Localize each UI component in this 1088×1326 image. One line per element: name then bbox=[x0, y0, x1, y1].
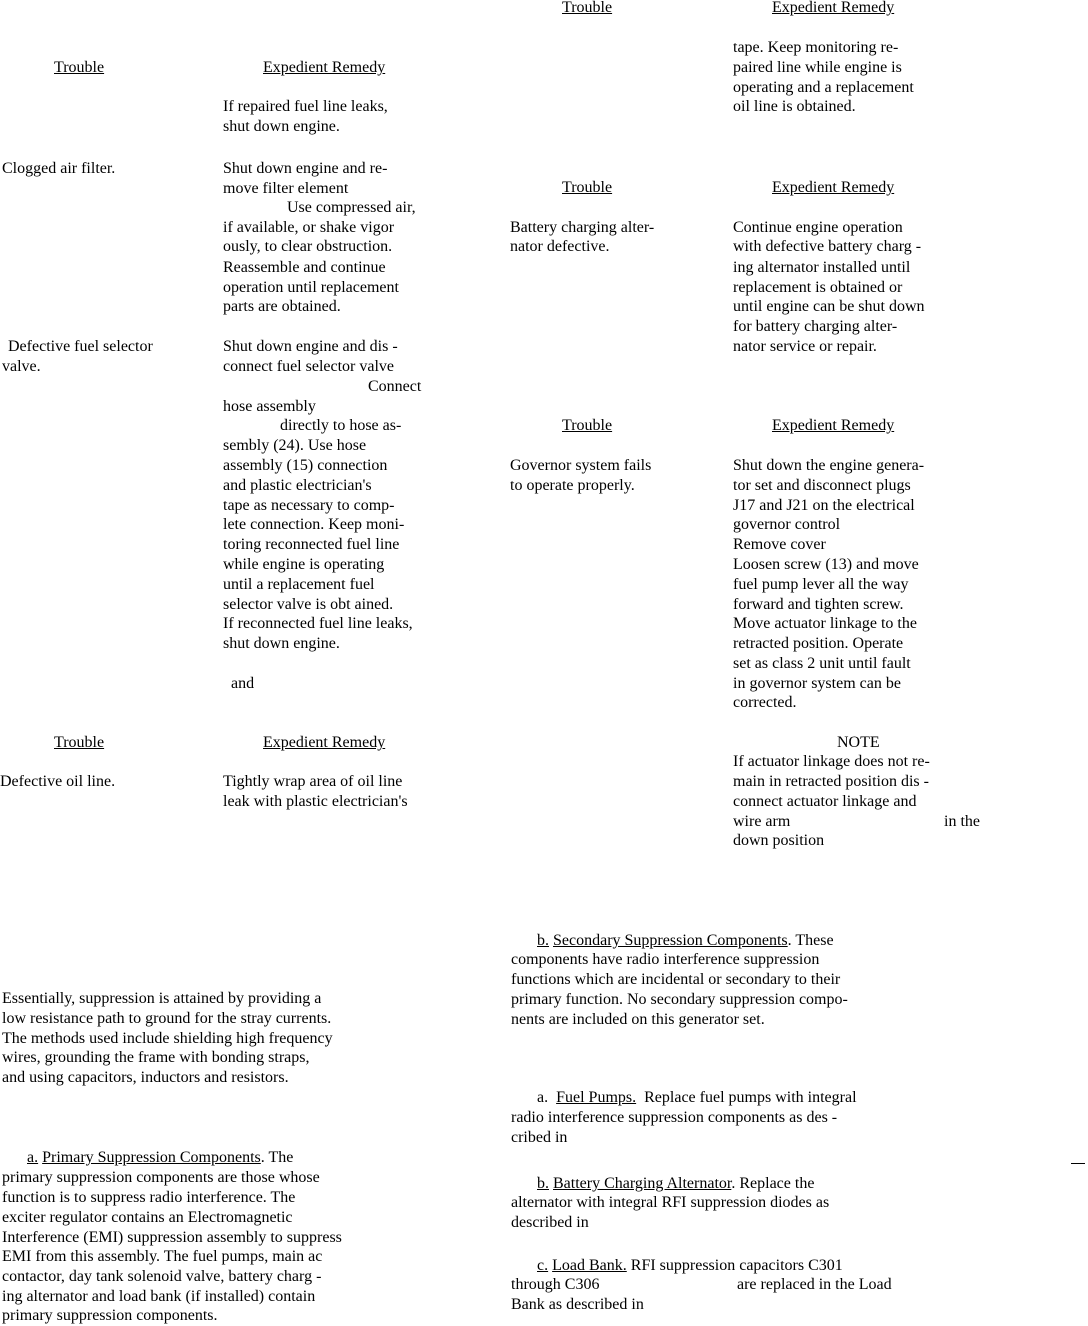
remedy-line: If reconnected fuel line leaks, bbox=[223, 615, 413, 632]
remedy-line: if available, or shake vigor bbox=[223, 219, 395, 236]
remedy-line: while engine is operating bbox=[223, 556, 385, 573]
note-line: If actuator linkage does not re- bbox=[733, 753, 930, 770]
table1-remedy-continuation-line: If repaired fuel line leaks, bbox=[223, 98, 388, 115]
fuel-pumps-first-line bbox=[537, 1088, 857, 1108]
primary-paragraph-line: contactor, day tank solenoid valve, battery charg - bbox=[2, 1268, 322, 1285]
remedy-line: leak with plastic electrician's bbox=[223, 793, 408, 810]
suppression-paragraph-line: and using capacitors, inductors and resistors. bbox=[2, 1069, 289, 1086]
remedy-line: for battery charging alter- bbox=[733, 318, 898, 335]
fuel-pumps-line: radio interference suppression components as des - bbox=[511, 1109, 838, 1126]
remedy-line: ing alternator installed until bbox=[733, 259, 911, 276]
remedy-line: Connect bbox=[368, 378, 422, 395]
battery-alternator-line: alternator with integral RFI suppression diodes as bbox=[511, 1194, 830, 1211]
primary-suppression-first-line bbox=[27, 1148, 293, 1168]
fuel-pumps-first-line-rest: Replace fuel pumps with integral bbox=[644, 1089, 857, 1106]
battery-alternator-first-line bbox=[537, 1174, 814, 1194]
remedy-line: operation until replacement bbox=[223, 279, 399, 296]
note-line: main in retracted position dis - bbox=[733, 773, 929, 790]
remedy-line: retracted position. Operate bbox=[733, 635, 904, 652]
remedy-line: and bbox=[231, 675, 255, 692]
remedy-line: replacement is obtained or bbox=[733, 279, 903, 296]
fuel-pumps-line: cribed in bbox=[511, 1129, 568, 1146]
remedy-line: Shut down engine and dis - bbox=[223, 338, 398, 355]
trouble-governor-system: to operate properly. bbox=[510, 477, 635, 494]
trouble-governor-system: Governor system fails bbox=[510, 457, 652, 474]
secondary-suppression-first-line bbox=[537, 931, 834, 951]
load-bank-first-line bbox=[537, 1256, 843, 1276]
load-bank-line: Bank as described in bbox=[511, 1296, 644, 1313]
secondary-letter: b. bbox=[537, 932, 549, 949]
note-line-in-the: in the bbox=[944, 813, 980, 830]
primary-paragraph-line: ing alternator and load bank (if installed) contain bbox=[2, 1288, 316, 1305]
suppression-paragraph-line: Essentially, suppression is attained by providing a bbox=[2, 990, 322, 1007]
load-bank-letter: c. bbox=[537, 1257, 549, 1274]
load-bank-heading: Load Bank. bbox=[552, 1257, 627, 1274]
remedy-line: forward and tighten screw. bbox=[733, 596, 904, 613]
secondary-paragraph-line: functions which are incidental or secondary to their bbox=[511, 971, 841, 988]
secondary-paragraph-line: nents are included on this generator set. bbox=[511, 1011, 765, 1028]
battery-alternator-letter: b. bbox=[537, 1175, 549, 1192]
remedy-line: toring reconnected fuel line bbox=[223, 536, 400, 553]
note-title: NOTE bbox=[837, 734, 880, 751]
suppression-paragraph-line: low resistance path to ground for the stray currents. bbox=[2, 1010, 332, 1027]
remedy-line: tape. Keep monitoring re- bbox=[733, 39, 899, 56]
remedy-line: connect fuel selector valve bbox=[223, 358, 395, 375]
primary-first-line-rest: . The bbox=[260, 1149, 294, 1166]
primary-paragraph-line: primary suppression components are those whose bbox=[2, 1169, 320, 1186]
suppression-paragraph-line: The methods used include shielding high frequency bbox=[2, 1030, 333, 1047]
battery-alternator-heading: Battery Charging Alternator bbox=[553, 1175, 732, 1192]
remedy-line: selector valve is obt ained. bbox=[223, 596, 394, 613]
trouble-defective-oil-line: Defective oil line. bbox=[0, 773, 116, 790]
remedy-line: Shut down the engine genera- bbox=[733, 457, 925, 474]
trouble-defective-fuel-selector: Defective fuel selector bbox=[8, 338, 153, 355]
secondary-paragraph-line: components have radio interference suppression bbox=[511, 951, 820, 968]
primary-paragraph-line: exciter regulator contains an Electromagnetic bbox=[2, 1209, 293, 1226]
remedy-line: Loosen screw (13) and move bbox=[733, 556, 919, 573]
remedy-line: parts are obtained. bbox=[223, 298, 341, 315]
remedy-line: tape as necessary to comp- bbox=[223, 497, 395, 514]
battery-remedy-header: Expedient Remedy bbox=[772, 179, 895, 196]
remedy-line: fuel pump lever all the way bbox=[733, 576, 909, 593]
margin-dash bbox=[1071, 1163, 1085, 1164]
remedy-line: paired line while engine is bbox=[733, 59, 902, 76]
load-bank-line: through C306 bbox=[511, 1276, 600, 1293]
remedy-line: move filter element bbox=[223, 180, 349, 197]
trouble-battery-alternator: nator defective. bbox=[510, 238, 610, 255]
load-bank-first-line-rest: RFI suppression capacitors C301 bbox=[630, 1257, 843, 1274]
note-line: wire arm bbox=[733, 813, 791, 830]
remedy-line: sembly (24). Use hose bbox=[223, 437, 367, 454]
primary-paragraph-line: Interference (EMI) suppression assembly to suppress bbox=[2, 1229, 342, 1246]
trouble-battery-alternator: Battery charging alter- bbox=[510, 219, 655, 236]
remedy-line: oil line is obtained. bbox=[733, 98, 856, 115]
fuel-pumps-letter: a. bbox=[537, 1089, 549, 1106]
remedy-line: corrected. bbox=[733, 694, 797, 711]
load-bank-line: are replaced in the Load bbox=[737, 1276, 892, 1293]
battery-alternator-line: described in bbox=[511, 1214, 589, 1231]
primary-paragraph-line: EMI from this assembly. The fuel pumps, main ac bbox=[2, 1248, 323, 1265]
remedy-line: tor set and disconnect plugs bbox=[733, 477, 911, 494]
remedy-line: until a replacement fuel bbox=[223, 576, 375, 593]
remedy-line: assembly (15) connection bbox=[223, 457, 388, 474]
secondary-heading: Secondary Suppression Components bbox=[553, 932, 788, 949]
note-line: down position bbox=[733, 832, 825, 849]
remedy-line: hose assembly bbox=[223, 398, 316, 415]
remedy-line: Remove cover bbox=[733, 536, 826, 553]
remedy-line: with defective battery charg - bbox=[733, 238, 922, 255]
secondary-paragraph-line: primary function. No secondary suppression compo- bbox=[511, 991, 848, 1008]
fuel-pumps-heading: Fuel Pumps. bbox=[556, 1089, 637, 1106]
remedy-line: Use compressed air, bbox=[287, 199, 416, 216]
secondary-first-line-rest: . These bbox=[787, 932, 834, 949]
primary-heading: Primary Suppression Components bbox=[42, 1149, 261, 1166]
remedy-line: until engine can be shut down bbox=[733, 298, 925, 315]
note-line: connect actuator linkage and bbox=[733, 793, 917, 810]
primary-paragraph-line: function is to suppress radio interference. The bbox=[2, 1189, 296, 1206]
remedy-line: J17 and J21 on the electrical bbox=[733, 497, 915, 514]
governor-trouble-header: Trouble bbox=[562, 417, 613, 434]
remedy-line: governor control bbox=[733, 516, 841, 533]
governor-remedy-header: Expedient Remedy bbox=[772, 417, 895, 434]
trouble-clogged-air-filter: Clogged air filter. bbox=[2, 160, 116, 177]
remedy-line: ously, to clear obstruction. bbox=[223, 238, 393, 255]
table1-remedy-continuation-line: shut down engine. bbox=[223, 118, 340, 135]
oil-cont-remedy-header: Expedient Remedy bbox=[772, 0, 895, 16]
remedy-line: operating and a replacement bbox=[733, 79, 914, 96]
remedy-line: directly to hose as- bbox=[280, 417, 402, 434]
remedy-line: Tightly wrap area of oil line bbox=[223, 773, 403, 790]
remedy-line: lete connection. Keep moni- bbox=[223, 516, 405, 533]
remedy-line: Reassemble and continue bbox=[223, 259, 386, 276]
table2-trouble-header: Trouble bbox=[54, 734, 105, 751]
remedy-line: set as class 2 unit until fault bbox=[733, 655, 911, 672]
table1-remedy-header: Expedient Remedy bbox=[263, 59, 386, 76]
remedy-line: Continue engine operation bbox=[733, 219, 903, 236]
remedy-line: in governor system can be bbox=[733, 675, 901, 692]
remedy-line: nator service or repair. bbox=[733, 338, 877, 355]
oil-cont-trouble-header: Trouble bbox=[562, 0, 613, 16]
primary-paragraph-line: primary suppression components. bbox=[2, 1307, 218, 1324]
table2-remedy-header: Expedient Remedy bbox=[263, 734, 386, 751]
suppression-paragraph-line: wires, grounding the frame with bonding straps, bbox=[2, 1049, 310, 1066]
table1-trouble-header: Trouble bbox=[54, 59, 105, 76]
battery-trouble-header: Trouble bbox=[562, 179, 613, 196]
remedy-line: shut down engine. bbox=[223, 635, 340, 652]
remedy-line: Move actuator linkage to the bbox=[733, 615, 917, 632]
remedy-line: and plastic electrician's bbox=[223, 477, 372, 494]
trouble-defective-fuel-selector: valve. bbox=[2, 358, 41, 375]
primary-letter: a. bbox=[27, 1149, 39, 1166]
battery-alternator-first-line-rest: . Replace the bbox=[731, 1175, 815, 1192]
remedy-line: Shut down engine and re- bbox=[223, 160, 388, 177]
